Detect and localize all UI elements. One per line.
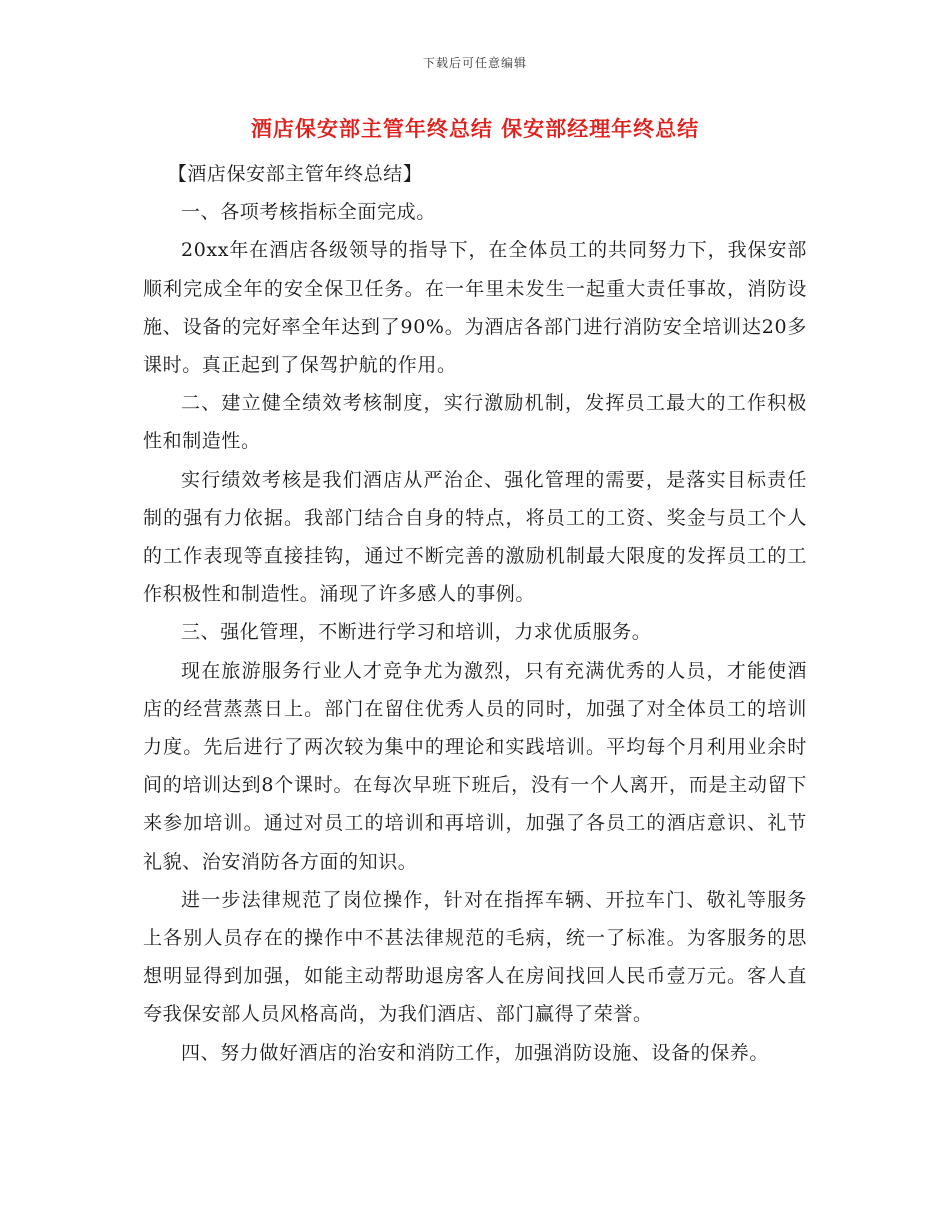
paragraph: 现在旅游服务行业人才竞争尤为激烈，只有充满优秀的人员，才能使酒店的经营蒸蒸日上。部门在留住优秀人员的同时，加强了对全体员工的培训力度。先后进行了两次较为集中的理论和实践培训。平均每个月利用业余时间的培训达到8个课时。在每次早班下班后，没有一个人离开，而是主动留下来参加培训。通过对员工的培训和再培训，加强了各员工的酒店意识、礼节礼貌、治安消防各方面的知识。 <box>143 659 807 873</box>
paragraph: 一、各项考核指标全面完成。 <box>181 201 436 224</box>
paragraph: 二、建立健全绩效考核制度，实行激励机制，发挥员工最大的工作积极性和制造性。 <box>143 392 807 453</box>
paragraph: 三、强化管理，不断进行学习和培训，力求优质服务。 <box>181 621 652 644</box>
section-heading: 【酒店保安部主管年终总结】 <box>167 163 423 185</box>
paragraph: 20xx年在酒店各级领导的指导下，在全体员工的共同努力下，我保安部顺利完成全年的安全保卫任务。在一年里未发生一起重大责任事故，消防设施、设备的完好率全年达到了90%。为酒店各部门进行消防安全培训达20多课时。真正起到了保驾护航的作用。 <box>143 239 807 377</box>
paragraph: 四、努力做好酒店的治安和消防工作，加强消防设施、设备的保养。 <box>181 1041 770 1064</box>
header-note: 下载后可任意编辑 <box>422 56 527 70</box>
paragraph: 进一步法律规范了岗位操作，针对在指挥车辆、开拉车门、敬礼等服务上各别人员存在的操作中不甚法律规范的毛病，统一了标准。为客服务的思想明显得到加强，如能主动帮助退房客人在房间找回人民币壹万元。客人直夸我保安部人员风格高尚，为我们酒店、部门赢得了荣誉。 <box>143 888 807 1026</box>
paragraph: 实行绩效考核是我们酒店从严治企、强化管理的需要，是落实目标责任制的强有力依据。我部门结合自身的特点，将员工的工资、奖金与员工个人的工作表现等直接挂钩，通过不断完善的激励机制最大限度的发挥员工的工作积极性和制造性。涌现了许多感人的事例。 <box>143 468 807 606</box>
document-body <box>143 155 807 1072</box>
document-title: 酒店保安部主管年终总结 保安部经理年终总结 <box>250 116 700 141</box>
